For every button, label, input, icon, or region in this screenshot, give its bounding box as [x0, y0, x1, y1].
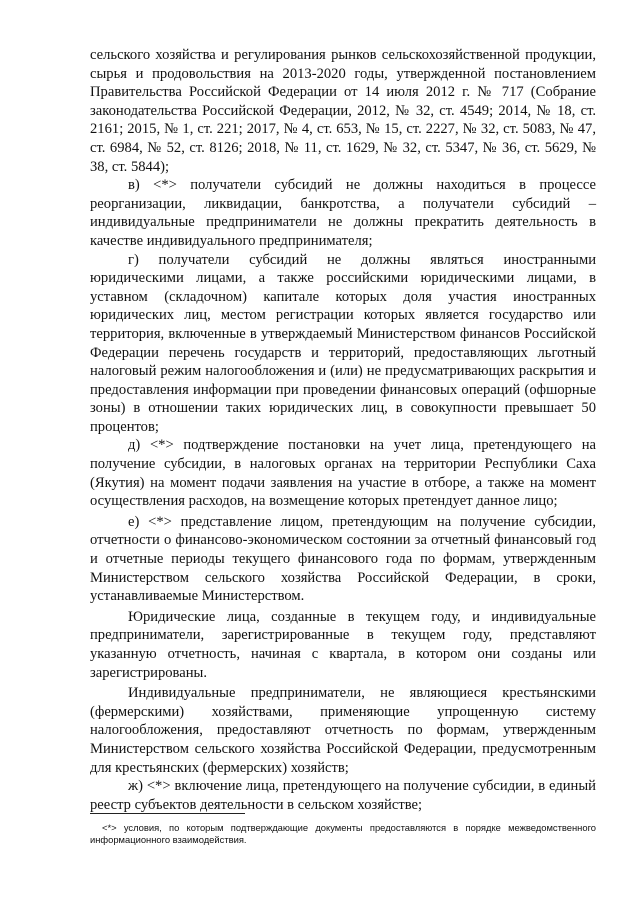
footnote-divider	[90, 813, 245, 814]
footnote: <*> условия, по которым подтверждающие документы предоставляются в порядке межведомственного информационного взаимодействия.	[90, 822, 596, 846]
paragraph-item-v: в) <*> получатели субсидий не должны находиться в процессе реорганизации, ликвидации, банкротства, а получатели субсидий – индивидуальные предприниматели не должны прекратить деятельность в качестве индивидуального предпринимателя;	[90, 177, 596, 249]
paragraph-continuation: сельского хозяйства и регулирования рынков сельскохозяйственной продукции, сырья и продовольствия на 2013-2020 годы, утвержденной постановлением Правительства Российской Федерации от 14 июля 2012 г. № 717 (Собрание законодательства Российской Федерации, 2012, № 32, ст. 4549; 2014, № 18, ст. 2161; 2015, № 1, ст. 221; 2017, № 4, ст. 653, № 15, ст. 2227, № 32, ст. 5083, № 47, ст. 6984, № 52, ст. 8126; 2018, № 11, ст. 1629, № 32, ст. 5347, № 36, ст. 5629, № 38, ст. 5844);	[90, 47, 596, 175]
paragraph-individual-entrepreneurs: Индивидуальные предприниматели, не являющиеся крестьянскими (фермерскими) хозяйствами, применяющие упрощенную систему налогообложения, предоставляют отчетность по формам, утвержденным Министерством сельского хозяйства Российской Федерации, предусмотренным для крестьянских (фермерских) хозяйств;	[90, 685, 596, 776]
document-body	[90, 46, 596, 814]
paragraph-item-d: д) <*> подтверждение постановки на учет лица, претендующего на получение субсидии, в налоговых органах на территории Республики Саха (Якутия) на момент подачи заявления на участие в отборе, а также на момент осуществления расходов, на возмещение которых претендует данное лицо;	[90, 437, 596, 510]
paragraph-item-g: г) получатели субсидий не должны являться иностранными юридическими лицами, а также российскими юридическими лицами, в уставном (складочном) капитале которых доля участия иностранных юридических лиц, местом регистрации которых является государство или территория, включенные в утверждаемый Министерством финансов Российской Федерации перечень государств и территорий, предоставляющих льготный налоговый режим налогообложения и (или) не предусматривающих раскрытия и предоставления информации при проведении финансовых операций (офшорные зоны) в отношении таких юридических лиц, в совокупности превышает 50 процентов;	[90, 251, 596, 435]
paragraph-legal-entities: Юридические лица, созданные в текущем году, и индивидуальные предприниматели, зарегистрированные в текущем году, представляют указанную отчетность, начиная с квартала, в котором они созданы или зарегистрированы.	[90, 608, 596, 681]
paragraph-item-e: е) <*> представление лицом, претендующим на получение субсидии, отчетности о финансово-экономическом состоянии за отчетный финансовый год и отчетные периоды текущего финансового года по формам, утвержденным Министерством сельского хозяйства Российской Федерации, в сроки, устанавливаемые Министерством.	[90, 513, 596, 605]
paragraph-item-zh: ж) <*> включение лица, претендующего на получение субсидии, в единый реестр субъектов деятельности в сельском хозяйстве;	[90, 778, 596, 813]
